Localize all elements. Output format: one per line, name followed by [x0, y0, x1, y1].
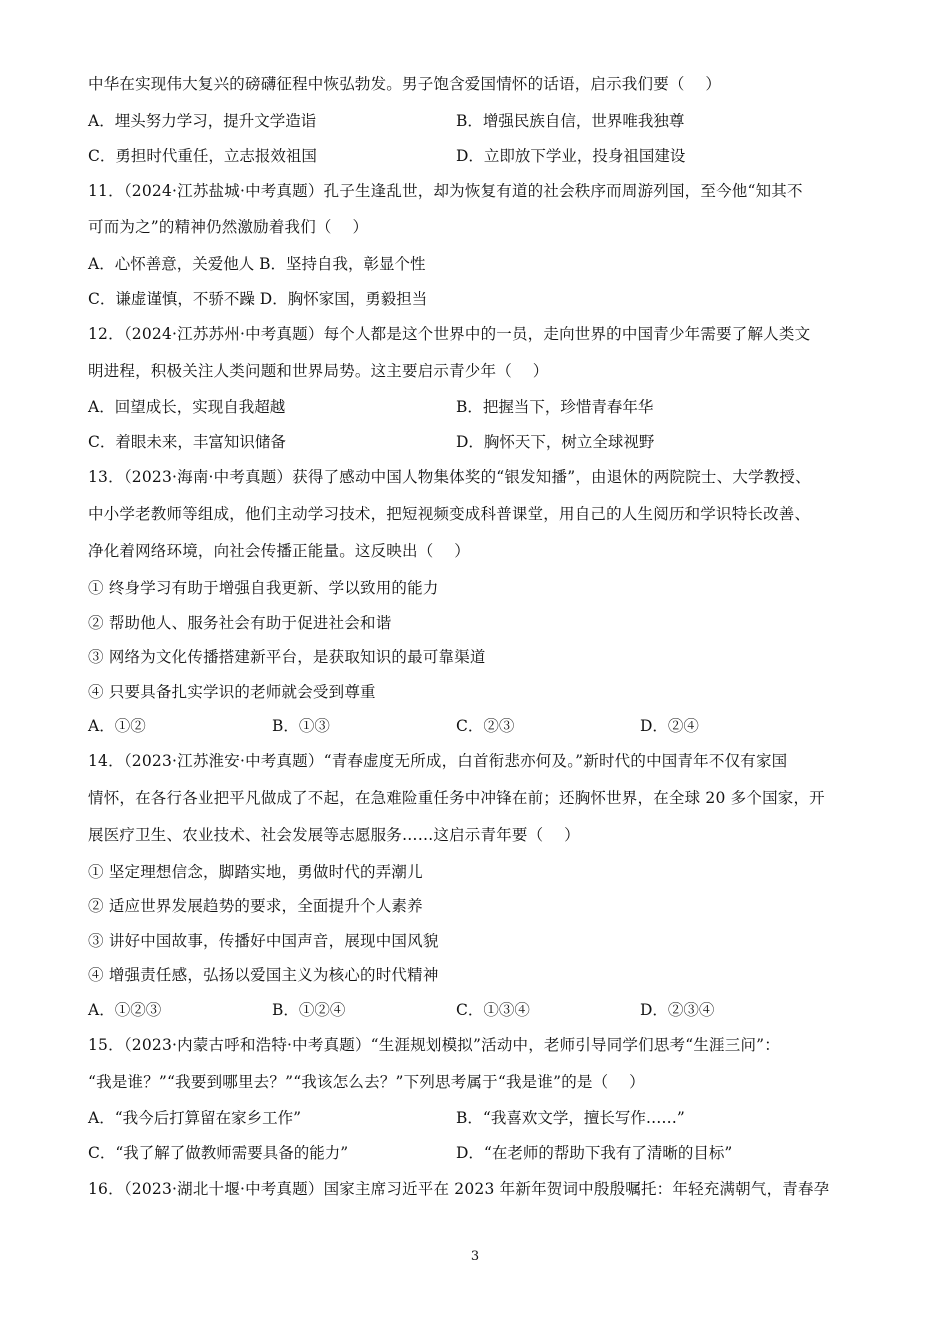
question-13-statement-3: ③ 网络为文化传播搭建新平台，是获取知识的最可靠渠道: [88, 648, 486, 666]
question-15-option-a: A．“我今后打算留在家乡工作”: [88, 1109, 302, 1127]
question-13-option-d: D．②④: [640, 717, 699, 735]
question-11-stem-line2: 可而为之”的精神仍然激励着我们（ ）: [88, 218, 369, 236]
question-15-option-c: C．“我了解了做教师需要具备的能力”: [88, 1144, 349, 1162]
question-14-statement-4: ④ 增强责任感，弘扬以爱国主义为核心的时代精神: [88, 966, 439, 984]
question-10-stem: 中华在实现伟大复兴的磅礴征程中恢弘勃发。男子饱含爱国情怀的话语，启示我们要（ ）: [88, 75, 722, 93]
question-13-statement-1: ① 终身学习有助于增强自我更新、学以致用的能力: [88, 579, 439, 597]
question-12-stem-line1: 12．（2024·江苏苏州·中考真题）每个人都是这个世界中的一员，走向世界的中国青少年需要了解人类文: [88, 325, 811, 343]
question-11-options-cd: C．谦虚谨慎，不骄不躁 D．胸怀家国，勇毅担当: [88, 290, 428, 308]
page-number: 3: [470, 1249, 480, 1264]
question-13-option-b: B．①③: [272, 717, 330, 735]
question-11-stem-line1: 11．（2024·江苏盐城·中考真题）孔子生逢乱世，却为恢复有道的社会秩序而周游列国，至今他“知其不: [88, 182, 803, 200]
question-14-option-c: C．①③④: [456, 1001, 530, 1019]
question-14-stem-line3: 展医疗卫生、农业技术、社会发展等志愿服务……这启示青年要（ ）: [88, 826, 580, 844]
question-13-stem-line3: 净化着网络环境，向社会传播正能量。这反映出（ ）: [88, 542, 470, 560]
question-15-option-d: D．“在老师的帮助下我有了清晰的目标”: [456, 1144, 733, 1162]
question-14-stem-line2: 情怀，在各行各业把平凡做成了不起，在急难险重任务中冲锋在前；还胸怀世界，在全球 20 多个国家，开: [88, 789, 825, 807]
question-13-statement-2: ② 帮助他人、服务社会有助于促进社会和谐: [88, 614, 392, 632]
question-14-statement-2: ② 适应世界发展趋势的要求，全面提升个人素养: [88, 897, 423, 915]
question-13-option-a: A．①②: [88, 717, 146, 735]
question-13-statement-4: ④ 只要具备扎实学识的老师就会受到尊重: [88, 683, 376, 701]
question-12-option-a: A．回望成长，实现自我超越: [88, 398, 286, 416]
question-13-stem-line1: 13．（2023·海南·中考真题）获得了感动中国人物集体奖的“银发知播”，由退休的两院院士、大学教授、: [88, 468, 811, 486]
question-12-option-d: D．胸怀天下，树立全球视野: [456, 433, 655, 451]
question-12-stem-line2: 明进程，积极关注人类问题和世界局势。这主要启示青少年（ ）: [88, 362, 549, 380]
question-11-options-ab: A．心怀善意，关爱他人 B．坚持自我，彰显个性: [88, 255, 426, 273]
question-12-option-c: C．着眼未来，丰富知识储备: [88, 433, 286, 451]
question-10-option-b: B．增强民族自信，世界唯我独尊: [456, 112, 685, 130]
question-10-option-a: A．埋头努力学习，提升文学造诣: [88, 112, 317, 130]
question-15-stem-line1: 15．（2023·内蒙古呼和浩特·中考真题）“生涯规划模拟”活动中，老师引导同学们思考“生涯三问”：: [88, 1036, 780, 1054]
question-16-stem-line1: 16．（2023·湖北十堰·中考真题）国家主席习近平在 2023 年新年贺词中殷殷嘱托：年轻充满朝气，青春孕: [88, 1180, 830, 1198]
question-13-option-c: C．②③: [456, 717, 515, 735]
question-13-stem-line2: 中小学老教师等组成，他们主动学习技术，把短视频变成科普课堂，用自己的人生阅历和学识特长改善、: [88, 505, 811, 523]
question-14-statement-1: ① 坚定理想信念，脚踏实地，勇做时代的弄潮儿: [88, 863, 423, 881]
question-14-statement-3: ③ 讲好中国故事，传播好中国声音，展现中国风貌: [88, 932, 439, 950]
question-10-option-d: D．立即放下学业，投身祖国建设: [456, 147, 686, 165]
question-10-option-c: C．勇担时代重任，立志报效祖国: [88, 147, 317, 165]
question-14-stem-line1: 14．（2023·江苏淮安·中考真题）“青春虚度无所成，白首衔悲亦何及。”新时代的中国青年不仅有家国: [88, 752, 788, 770]
question-14-option-d: D．②③④: [640, 1001, 715, 1019]
question-14-option-b: B．①②④: [272, 1001, 346, 1019]
question-14-option-a: A．①②③: [88, 1001, 162, 1019]
question-15-stem-line2: “我是谁？”“我要到哪里去？”“我该怎么去？”下列思考属于“我是谁”的是（ ）: [88, 1073, 645, 1091]
question-12-option-b: B．把握当下，珍惜青春年华: [456, 398, 654, 416]
question-15-option-b: B．“我喜欢文学，擅长写作……”: [456, 1109, 685, 1127]
